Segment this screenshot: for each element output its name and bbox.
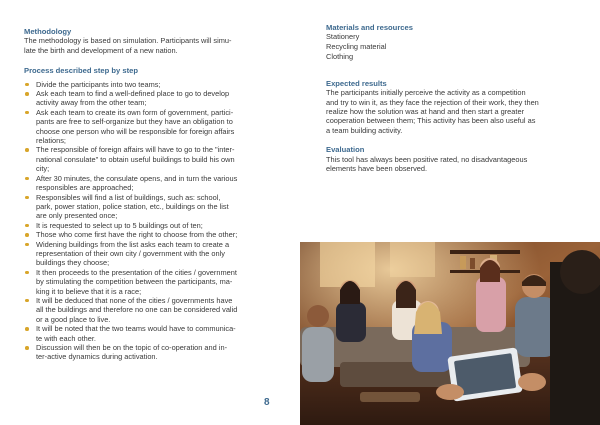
photo-illustration: [300, 242, 600, 425]
process-heading: Process described step by step: [24, 66, 138, 76]
process-step-line: Discussion will then be on the topic of co-operation and in-: [36, 343, 228, 352]
process-step-item: [24, 324, 276, 343]
group-of-young-people-photo: [300, 242, 600, 425]
process-step-line: It will be deduced that none of the cities / governments have: [36, 295, 233, 305]
process-step-item: [24, 80, 276, 89]
process-step-item: [24, 108, 276, 146]
process-step-line: park, power station, police station, etc., buildings on the list: [36, 201, 229, 211]
right-page: [326, 23, 584, 173]
bullet-dot-icon: [25, 111, 29, 115]
process-step-item: [24, 193, 276, 221]
evaluation-text: [326, 155, 584, 174]
results-text: [326, 88, 584, 135]
bullet-dot-icon: [25, 327, 29, 331]
material-item: Recycling material: [326, 42, 387, 52]
process-step-item: [24, 240, 276, 268]
bullet-dot-icon: [25, 83, 29, 87]
evaluation-line: elements have been observed.: [326, 164, 428, 174]
process-step-line: It is requested to select up to 5 buildings out of ten;: [36, 220, 203, 230]
process-step-item: [24, 296, 276, 324]
process-step-item: [24, 343, 276, 362]
bullet-dot-icon: [25, 346, 29, 350]
process-step-item: [24, 221, 276, 230]
results-line: realize how the solution was at hand and then start a greater: [326, 107, 525, 117]
process-step-line: Divide the participants into two teams;: [36, 79, 161, 89]
methodology-heading: Methodology: [24, 27, 72, 36]
process-step-line: activity away from the other team;: [36, 98, 147, 108]
process-step-line: choose one person who will be responsible for foreign affairs: [36, 126, 235, 136]
process-step-line: Responsibles will find a list of buildings, such as: school,: [36, 192, 221, 202]
process-step-line: After 30 minutes, the consulate opens, and in turn the various: [36, 173, 238, 183]
process-step-line: Ask each team to create its own form of government, partici-: [36, 107, 234, 117]
process-steps-list: [24, 80, 276, 362]
evaluation-heading: Evaluation: [326, 145, 365, 155]
process-step-line: city;: [36, 164, 50, 174]
process-step-line: Widening buildings from the list asks each team to create a: [36, 239, 230, 249]
process-step-line: It will be noted that the two teams would have to communica-: [36, 324, 236, 334]
methodology-text: [24, 36, 276, 55]
results-line: The participants initially perceive the activity as a competition: [326, 88, 526, 98]
results-line: and try to win it, as they face the rejection of their work, they then: [326, 97, 539, 107]
process-step-line: or a good place to live.: [36, 314, 111, 324]
methodology-line: late the birth and development of a new nation.: [24, 45, 178, 55]
materials-list: [326, 32, 584, 61]
process-step-line: responsibles are approached;: [36, 183, 134, 193]
process-step-line: are only presented once;: [36, 211, 118, 221]
process-step-line: pants are free to self-organize but they have an obligation to: [36, 117, 233, 127]
process-step-item: [24, 174, 276, 193]
bullet-dot-icon: [25, 92, 29, 96]
process-step-line: te with each other.: [36, 333, 96, 343]
process-step-item: [24, 145, 276, 173]
bullet-dot-icon: [25, 224, 29, 228]
process-step-line: all the buildings and therefore no one can be considered valid: [36, 305, 238, 315]
evaluation-line: This tool has always been positive rated, no disadvantageous: [326, 154, 528, 164]
process-step-item: [24, 230, 276, 239]
results-line: a team building activity.: [326, 125, 403, 135]
results-line: cooperation between them; This activity has been also useful as: [326, 116, 536, 126]
material-item: Clothing: [326, 52, 354, 61]
bullet-dot-icon: [25, 243, 29, 247]
bullet-dot-icon: [25, 233, 29, 237]
process-step-line: ter-active dynamics during activation.: [36, 352, 158, 362]
materials-heading: Materials and resources: [326, 23, 413, 32]
bullet-dot-icon: [25, 148, 29, 152]
bullet-dot-icon: [25, 271, 29, 275]
process-step-line: king it to believe that it is a race;: [36, 286, 142, 296]
process-step-line: The responsible of foreign affairs will have to go to the "inter-: [36, 145, 235, 155]
process-step-line: national consulate" to obtain useful buildings to build his own: [36, 154, 235, 164]
process-step-line: representation of their own city / government with the only: [36, 248, 225, 258]
process-step-item: [24, 89, 276, 108]
results-heading: Expected results: [326, 78, 387, 88]
process-step-line: It then proceeds to the presentation of the cities / government: [36, 267, 237, 277]
bullet-dot-icon: [25, 196, 29, 200]
process-step-line: buildings they choose;: [36, 258, 110, 268]
methodology-line: The methodology is based on simulation. Participants will simu-: [24, 36, 232, 46]
process-step-line: relations;: [36, 136, 66, 146]
page-number: 8: [264, 397, 270, 408]
left-page: [24, 27, 276, 362]
process-step-item: [24, 268, 276, 296]
process-step-line: by stimulating the competition between the participants, ma-: [36, 277, 233, 287]
bullet-dot-icon: [25, 177, 29, 181]
process-step-line: Those who come first have the right to choose from the other;: [36, 230, 238, 240]
process-step-line: Ask each team to find a well-defined place to go to develop: [36, 89, 230, 99]
material-item: Stationery: [326, 32, 360, 42]
bullet-dot-icon: [25, 299, 29, 303]
